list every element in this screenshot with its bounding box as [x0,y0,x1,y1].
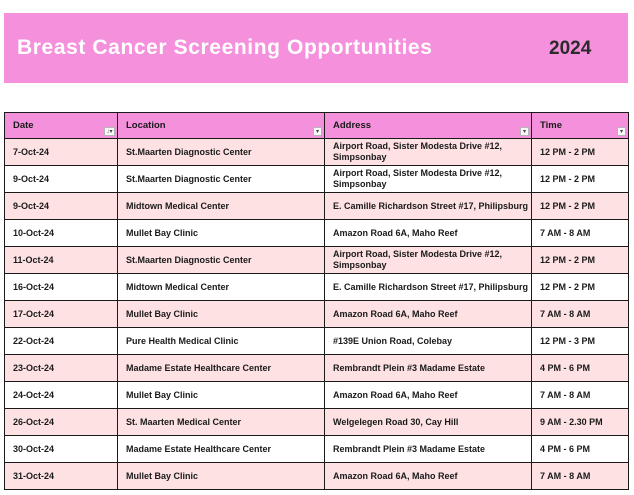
time-cell[interactable]: 12 PM - 2 PM [532,274,629,301]
time-cell[interactable]: 12 PM - 2 PM [532,247,629,274]
screening-table [4,112,629,490]
time-cell[interactable]: 12 PM - 3 PM [532,328,629,355]
table-row [5,463,629,490]
time-cell[interactable]: 4 PM - 6 PM [532,436,629,463]
location-cell[interactable]: Mullet Bay Clinic [118,463,325,490]
location-cell[interactable]: Mullet Bay Clinic [118,382,325,409]
address-cell[interactable]: Amazon Road 6A, Maho Reef [325,220,532,247]
date-cell[interactable]: 11-Oct-24 [5,247,118,274]
time-cell[interactable]: 7 AM - 8 AM [532,220,629,247]
time-cell[interactable]: 7 AM - 8 AM [532,463,629,490]
table-row [5,220,629,247]
column-header-label: Time [540,120,563,131]
date-cell[interactable]: 24-Oct-24 [5,382,118,409]
time-cell[interactable]: 7 AM - 8 AM [532,382,629,409]
date-cell[interactable]: 7-Oct-24 [5,139,118,166]
location-cell[interactable]: St.Maarten Diagnostic Center [118,139,325,166]
filter-dropdown-icon[interactable]: ▾ [520,127,529,136]
date-cell[interactable]: 16-Oct-24 [5,274,118,301]
time-cell[interactable]: 9 AM - 2.30 PM [532,409,629,436]
address-cell[interactable]: Welgelegen Road 30, Cay Hill [325,409,532,436]
date-cell[interactable]: 9-Oct-24 [5,193,118,220]
sort-filter-icon[interactable]: ↓▾ [104,127,115,136]
address-cell[interactable]: Rembrandt Plein #3 Madame Estate [325,355,532,382]
location-cell[interactable]: Midtown Medical Center [118,274,325,301]
table-row [5,274,629,301]
time-cell[interactable]: 4 PM - 6 PM [532,355,629,382]
address-cell[interactable]: E. Camille Richardson Street #17, Philipsburg [325,274,532,301]
table-row [5,328,629,355]
address-cell[interactable]: #139E Union Road, Colebay [325,328,532,355]
location-cell[interactable]: St.Maarten Diagnostic Center [118,166,325,193]
table-row [5,247,629,274]
filter-dropdown-icon[interactable]: ▾ [313,127,322,136]
page-title: Breast Cancer Screening Opportunities [17,36,433,59]
table-row [5,301,629,328]
address-cell[interactable]: Rembrandt Plein #3 Madame Estate [325,436,532,463]
date-cell[interactable]: 17-Oct-24 [5,301,118,328]
column-header-label: Date [13,120,34,131]
address-cell[interactable]: Amazon Road 6A, Maho Reef [325,463,532,490]
header-row [5,113,629,139]
address-cell[interactable]: E. Camille Richardson Street #17, Philipsburg [325,193,532,220]
table-row [5,382,629,409]
date-cell[interactable]: 23-Oct-24 [5,355,118,382]
address-cell[interactable]: Airport Road, Sister Modesta Drive #12, Simpsonbay [325,247,532,274]
table-body [5,139,629,490]
column-header-time[interactable] [532,113,629,139]
column-header-date[interactable] [5,113,118,139]
location-cell[interactable]: St. Maarten Medical Center [118,409,325,436]
filter-dropdown-icon[interactable]: ▾ [617,127,626,136]
column-header-label: Address [333,120,372,131]
date-cell[interactable]: 10-Oct-24 [5,220,118,247]
date-cell[interactable]: 26-Oct-24 [5,409,118,436]
address-cell[interactable]: Airport Road, Sister Modesta Drive #12, Simpsonbay [325,166,532,193]
time-cell[interactable]: 7 AM - 8 AM [532,301,629,328]
location-cell[interactable]: St.Maarten Diagnostic Center [118,247,325,274]
column-header-address[interactable] [325,113,532,139]
location-cell[interactable]: Madame Estate Healthcare Center [118,355,325,382]
table-row [5,166,629,193]
address-cell[interactable]: Amazon Road 6A, Maho Reef [325,382,532,409]
table-row [5,436,629,463]
column-header-label: Location [126,120,166,131]
date-cell[interactable]: 30-Oct-24 [5,436,118,463]
date-cell[interactable]: 22-Oct-24 [5,328,118,355]
location-cell[interactable]: Mullet Bay Clinic [118,301,325,328]
date-cell[interactable]: 31-Oct-24 [5,463,118,490]
date-cell[interactable]: 9-Oct-24 [5,166,118,193]
address-cell[interactable]: Amazon Road 6A, Maho Reef [325,301,532,328]
table-row [5,409,629,436]
address-cell[interactable]: Airport Road, Sister Modesta Drive #12, Simpsonbay [325,139,532,166]
title-banner [4,13,628,83]
location-cell[interactable]: Madame Estate Healthcare Center [118,436,325,463]
table-row [5,355,629,382]
table-row [5,193,629,220]
time-cell[interactable]: 12 PM - 2 PM [532,139,629,166]
table-row [5,139,629,166]
location-cell[interactable]: Mullet Bay Clinic [118,220,325,247]
location-cell[interactable]: Pure Health Medical Clinic [118,328,325,355]
time-cell[interactable]: 12 PM - 2 PM [532,166,629,193]
column-header-location[interactable] [118,113,325,139]
time-cell[interactable]: 12 PM - 2 PM [532,193,629,220]
location-cell[interactable]: Midtown Medical Center [118,193,325,220]
year-label: 2024 [549,38,592,59]
